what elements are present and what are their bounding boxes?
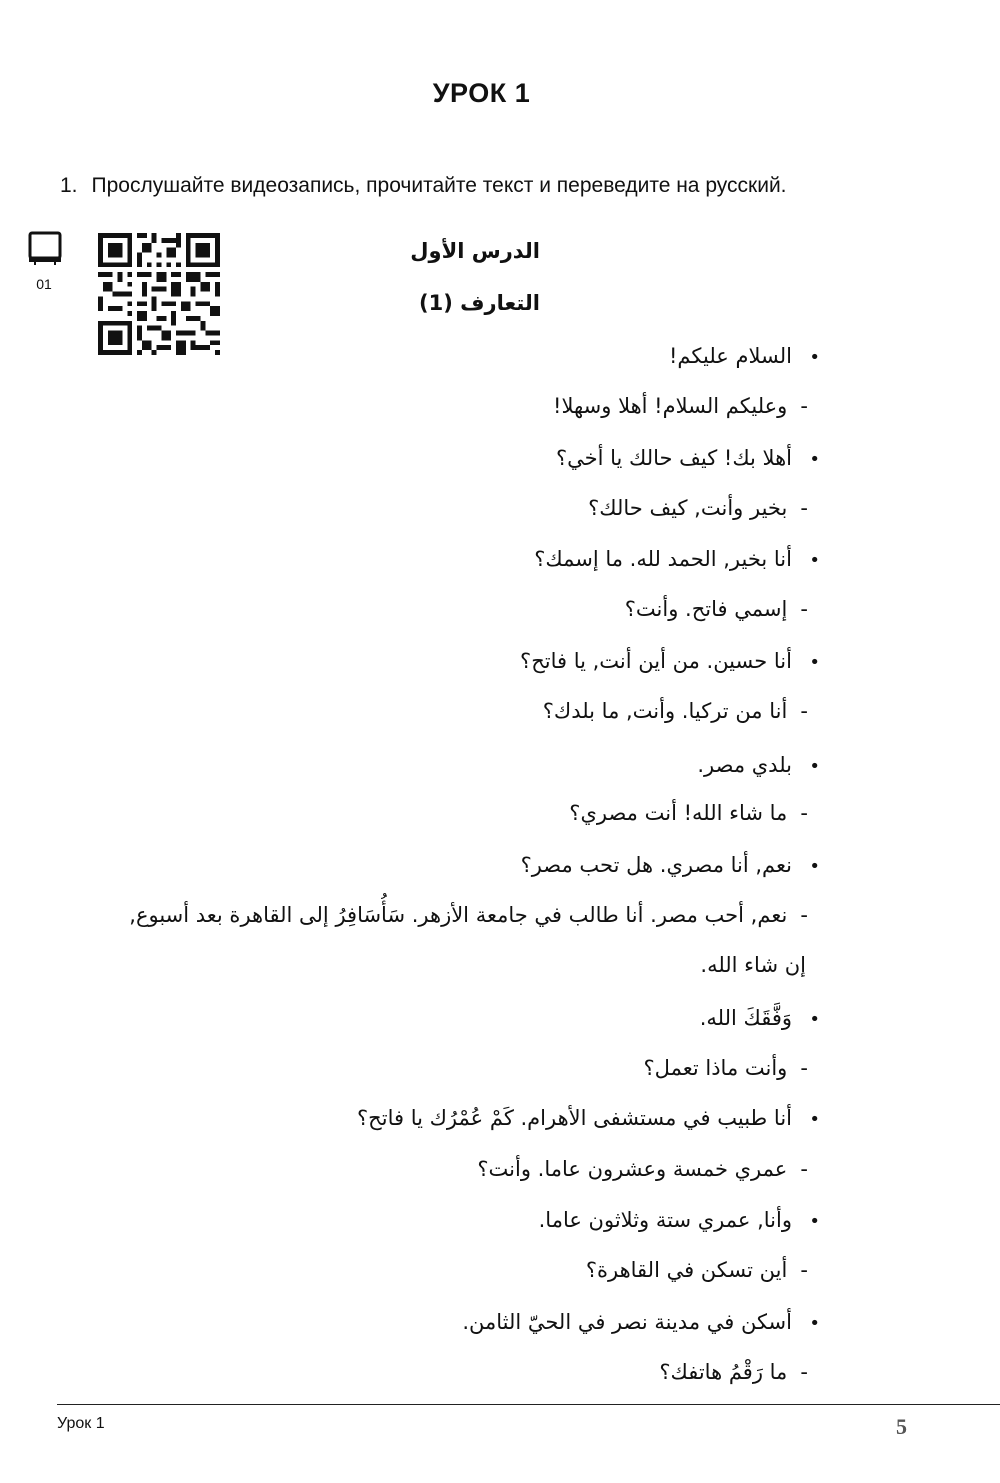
dash-marker: - [800, 903, 808, 927]
dialog-line [129, 903, 808, 927]
line-text: إن شاء الله. [700, 953, 806, 977]
line-text: أسكن في مدينة نصر في الحيّ الثامن. [462, 1310, 792, 1334]
dash-marker: - [800, 1056, 808, 1080]
bullet-marker: • [809, 1109, 820, 1130]
dialog-line [700, 1006, 820, 1030]
dialog-line [543, 699, 808, 723]
arabic-lesson-title: الدرس الأول [410, 239, 540, 263]
dash-marker: - [800, 597, 808, 621]
tv-icon[interactable] [28, 231, 62, 271]
dialog-line [569, 801, 808, 825]
bullet-marker: • [809, 347, 820, 368]
line-text: وأنا, عمري ستة وثلاثون عاما. [538, 1208, 792, 1232]
line-text: نعم, أنا مصري. هل تحب مصر؟ [520, 853, 792, 877]
dash-marker: - [800, 801, 808, 825]
line-text: أنا بخير, الحمد لله. ما إسمك؟ [534, 547, 792, 571]
task-number: 1. [60, 174, 78, 197]
bullet-marker: • [809, 550, 820, 571]
task-instruction [60, 174, 787, 198]
dialog-line [625, 597, 808, 621]
bullet-marker: • [809, 652, 820, 673]
page-title: УРОК 1 [432, 78, 531, 108]
footer-label: Урок 1 [57, 1415, 105, 1432]
line-text: وعليكم السلام! أهلا وسهلا! [553, 394, 788, 418]
dialog-line [669, 344, 820, 368]
line-text: عمري خمسة وعشرون عاما. وأنت؟ [477, 1157, 788, 1181]
qr-code-icon[interactable] [98, 233, 220, 355]
dialog-line [462, 1310, 820, 1334]
dialog-line [357, 1106, 820, 1130]
dialog-line [520, 649, 820, 673]
bullet-marker: • [809, 856, 820, 877]
dash-marker: - [800, 394, 808, 418]
dialog-line [556, 446, 820, 470]
task-text: Прослушайте видеозапись, прочитайте текст и переведите на русский. [91, 174, 787, 197]
line-text: أين تسكن في القاهرة؟ [585, 1258, 788, 1282]
dialog-line [644, 1056, 808, 1080]
bullet-marker: • [809, 1211, 820, 1232]
dash-marker: - [800, 1157, 808, 1181]
dash-marker: - [800, 1360, 808, 1384]
video-number: 01 [36, 276, 52, 292]
dialog-line [586, 1258, 808, 1282]
line-text: السلام عليكم! [669, 344, 792, 368]
dash-marker: - [800, 699, 808, 723]
line-text: أهلا بك! كيف حالك يا أخي؟ [555, 446, 792, 470]
line-text: أنا طبيب في مستشفى الأهرام. كَمْ عُمْرُك يا فاتح؟ [357, 1106, 792, 1130]
line-text: ما رَقْمُ هاتفك؟ [659, 1360, 788, 1384]
footer-divider [57, 1404, 1000, 1405]
line-text: ما شاء الله! أنت مصري؟ [569, 801, 788, 825]
bullet-marker: • [809, 756, 820, 777]
dialog-line [588, 496, 808, 520]
dialog-line [659, 1360, 808, 1384]
line-text: وأنت ماذا تعمل؟ [643, 1056, 788, 1080]
bullet-marker: • [809, 1313, 820, 1334]
dialog-line [521, 853, 820, 877]
arabic-topic-title: التعارف (1) [418, 291, 540, 315]
line-text: بلدي مصر. [697, 753, 792, 777]
bullet-marker: • [809, 1009, 820, 1030]
line-text: بخير وأنت, كيف حالك؟ [588, 496, 788, 520]
dialog-line [553, 394, 808, 418]
dialog-line [477, 1157, 808, 1181]
line-text: نعم, أحب مصر. أنا طالب في جامعة الأزهر. سَأُسَافِرُ إلى القاهرة بعد أسبوع, [129, 903, 788, 927]
dialog-line [539, 1208, 820, 1232]
dialog-line [697, 753, 820, 777]
dialog-line-continued [700, 953, 806, 977]
dialog-line [534, 547, 820, 571]
line-text: أنا حسين. من أين أنت, يا فاتح؟ [520, 649, 792, 673]
line-text: وَفَّقَكَ الله. [699, 1006, 792, 1030]
page-number: 5 [896, 1414, 907, 1439]
bullet-marker: • [809, 449, 820, 470]
line-text: أنا من تركيا. وأنت, ما بلدك؟ [542, 699, 788, 723]
line-text: إسمي فاتح. وأنت؟ [624, 597, 788, 621]
dash-marker: - [800, 496, 808, 520]
dash-marker: - [800, 1258, 808, 1282]
